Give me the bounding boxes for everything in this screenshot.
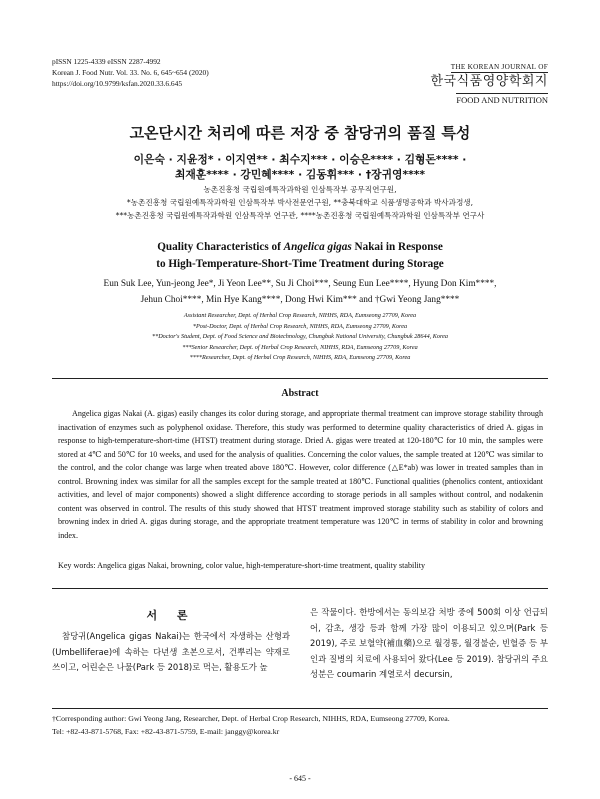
issn: pISSN 1225-4339 eISSN 2287-4992: [52, 57, 161, 66]
page-number: - 645 -: [289, 774, 311, 783]
journal-name-ko: 한국식품영양학회지: [430, 74, 548, 89]
footnote-line1: †Corresponding author: Gwi Yeong Jang, Researcher, Dept. of Herbal Crop Research, NIHHS, RDA, Eumseong 27709, Korea.: [52, 714, 450, 723]
korean-affiliation-1: 농촌진흥청 국립원예특작과학원 인삼특작부 공무직연구원,: [203, 185, 397, 194]
abstract-top-rule: [52, 378, 548, 379]
english-affiliation-1: Assistant Researcher, Dept. of Herbal Crop Research, NIHHS, RDA, Eumseong 27709, Korea: [183, 312, 417, 319]
body-text-right-column: 은 작물이다. 한방에서는 동의보감 처방 중에 500회 이상 언급되어, 감초, 생강 등과 함께 가장 많이 이용되고 있으며(Park 등 2019), 주로 보혈약(補血藥)으로 월경통, 월경불순, 빈혈증 등 부인과 질병의 치료에 사용되어 왔다(Lee 등 2019). 참당귀의 주요성분은 coumarin 계열로서 decursin,: [310, 607, 548, 679]
korean-authors-line1: 이은숙 · 지윤정* · 이지연** · 최수지*** · 이승은**** · 김형돈**** ·: [133, 153, 467, 166]
journal-logo: [398, 56, 548, 108]
english-authors-line1: Eun Suk Lee, Yun-jeong Jee*, Ji Yeon Lee**, Su Ji Choi***, Seung Eun Lee****, Hyung Don Kim****,: [103, 279, 497, 289]
section-heading: 서 론: [146, 609, 196, 622]
journal-name-en-bottom: FOOD AND NUTRITION: [456, 95, 548, 105]
english-authors: [40, 276, 560, 308]
english-title-line2: to High-Temperature-Short-Time Treatment during Storage: [156, 258, 444, 270]
english-affiliation-2: *Post-Doctor, Dept. of Herbal Crop Research, NIHHS, RDA, Eumseong 27709, Korea: [192, 322, 408, 330]
body-text-left-column: 참당귀(Angelica gigas Nakai)는 한국에서 자생하는 산형과(Umbelliferae)에 속하는 다년생 초본으로서, 건뿌리는 약재로 쓰이고, 어린순은 나물(Park 등 2018)로 먹는, 활용도가 높: [52, 631, 290, 672]
article-metadata: [52, 56, 209, 89]
citation: Korean J. Food Nutr. Vol. 33. No. 6, 645~654 (2020): [52, 68, 209, 77]
english-authors-line2: Jehun Choi****, Min Hye Kang****, Dong Hwi Kim*** and †Gwi Yeong Jang****: [140, 295, 460, 305]
keywords: Key words: Angelica gigas Nakai, browning, color value, high-temperature-short-time treatment, quality stability: [58, 561, 426, 570]
korean-affiliation-3: ***농촌진흥청 국립원예특작과학원 인삼특작부 연구관, ****농촌진흥청 국립원예특작과학원 인삼특작부 연구사: [115, 211, 485, 220]
english-affiliations: [40, 311, 560, 364]
korean-title: 고온단시간 처리에 따른 저장 중 참당귀의 품질 특성: [129, 124, 471, 142]
korean-authors-line2: 최재훈**** · 강민혜**** · 김동휘*** · †장귀영****: [174, 168, 426, 181]
doi-link[interactable]: https://doi.org/10.9799/ksfan.2020.33.6.645: [52, 79, 183, 88]
footnote-line2: Tel: +82-43-871-5768, Fax: +82-43-871-5759, E-mail: janggy@korea.kr: [52, 727, 280, 736]
footnote-rule: [52, 708, 548, 709]
corresponding-author-footnote: [52, 712, 552, 738]
abstract-bottom-rule: [52, 588, 548, 589]
korean-affiliation-2: *농촌진흥청 국립원예특작과학원 인삼특작부 박사전문연구원, **충북대학교 식품생명공학과 박사과정생,: [126, 198, 474, 207]
abstract-body: Angelica gigas Nakai (A. gigas) easily changes its color during storage, and appropriate thermal treatment can improve storage stability through inactivation of enzymes such as polyphenol oxidase. Therefore, this study was performed to determine quality characteristics of dried A. gigas in response to high-temperature-short-time (HTST) treatment during storage. Dried A. gigas were treated at 120-180℃ for 10 min, the samples were stored at 4℃ and 50℃ for 10 weeks, and used for the analysis of qualities. Concerning the color values, the sample treated at 120℃ was similar to the control, and the color change was large when treated above 180℃. However, color difference (△E*ab) was lower in treated samples than in control. Browning index was similar for all the samples except for the sample treated at 180℃. Functional qualities (phenolics content, antioxidant activities, and level of major components) showed a slight difference according to storage periods in all samples without control, and nodakenin content was observed in control. The results of this study showed that HTST treatment improved storage stability such as stability of colors and browning index in dried A. gigas during storage, and the appropriate treatment temperature was 120℃ in terms of stability in color and browning index.: [58, 409, 543, 540]
journal-name-en-top: THE KOREAN JOURNAL OF: [450, 63, 548, 71]
english-title: [0, 239, 600, 273]
english-affiliation-3: **Doctor's Student, Dept. of Food Science and Biotechnology, Chungbuk National University, Chungbuk 28644, Korea: [152, 333, 448, 340]
english-title-line1: Quality Characteristics of Angelica gigas Nakai in Response: [157, 241, 443, 253]
english-affiliation-5: ****Researcher, Dept. of Herbal Crop Research, NIHHS, RDA, Eumseong 27709, Korea: [189, 354, 411, 361]
abstract-heading: Abstract: [281, 388, 319, 399]
english-affiliation-4: ***Senior Researcher, Dept. of Herbal Crop Research, NIHHS, RDA, Eumseong 27709, Korea: [182, 343, 418, 351]
